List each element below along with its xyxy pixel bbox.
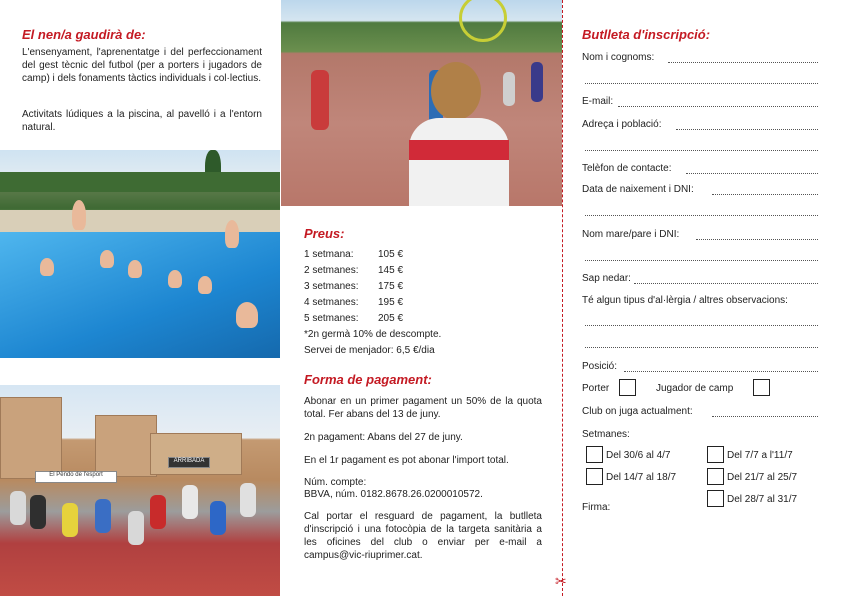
parent-field[interactable] — [696, 239, 818, 240]
lunch-service-note: Servei de menjador: 6,5 €/dia — [304, 345, 435, 356]
email-field[interactable] — [618, 106, 818, 107]
email-label: E-mail: — [582, 96, 614, 107]
address-field-line-2[interactable] — [585, 150, 818, 151]
goalkeeper-checkbox[interactable] — [619, 379, 636, 396]
week-3-checkbox[interactable] — [586, 468, 603, 485]
section-heading-enjoy: El nen/a gaudirà de: — [22, 27, 146, 42]
club-field[interactable] — [712, 416, 818, 417]
week-1-label: Del 30/6 al 4/7 — [606, 450, 671, 461]
enjoy-paragraph-2: Activitats lúdiques a la piscina, al pavelló i a l'entorn natural. — [22, 109, 262, 133]
allergy-label: Té algun tipus d'al·lèrgia / altres observacions: — [582, 295, 788, 306]
birth-field-line-2[interactable] — [585, 215, 818, 216]
price-value: 175 € — [378, 281, 404, 292]
name-field-line-2[interactable] — [585, 83, 818, 84]
address-field[interactable] — [676, 129, 818, 130]
price-value: 105 € — [378, 249, 404, 260]
enjoy-paragraph-1: L'ensenyament, l'aprenentatge i del perfeccionament del gest tècnic del futbol (per a porters i jugadors de camp) i dels fonaments tàctics individuals i col·lectius. — [22, 47, 262, 84]
signature-label: Firma: — [582, 502, 611, 513]
goalkeeper-label: Porter — [582, 383, 610, 394]
week-4-label: Del 21/7 al 25/7 — [727, 472, 798, 483]
phone-label: Telèfon de contacte: — [582, 163, 672, 174]
price-label: 2 setmanes: — [304, 265, 359, 276]
week-2-label: Del 7/7 a l'11/7 — [727, 450, 793, 461]
allergy-field-line-1[interactable] — [585, 325, 818, 326]
price-label: 4 setmanes: — [304, 297, 359, 308]
parent-field-line-2[interactable] — [585, 260, 818, 261]
phone-field[interactable] — [686, 173, 818, 174]
arrival-banner: ARRIBADA — [168, 457, 210, 468]
fieldplayer-label: Jugador de camp — [656, 383, 734, 394]
pool-photo — [0, 150, 280, 358]
weeks-label: Setmanes: — [582, 429, 630, 440]
week-1-checkbox[interactable] — [586, 446, 603, 463]
name-label: Nom i cognoms: — [582, 52, 655, 63]
birth-label: Data de naixement i DNI: — [582, 184, 694, 195]
price-value: 205 € — [378, 313, 404, 324]
cut-line — [562, 0, 563, 596]
club-label: Club on juga actualment: — [582, 406, 693, 417]
account-label: Núm. compte: — [304, 477, 367, 488]
allergy-field-line-2[interactable] — [585, 347, 818, 348]
fieldplayer-checkbox[interactable] — [753, 379, 770, 396]
week-4-checkbox[interactable] — [707, 468, 724, 485]
sibling-discount-note: *2n germà 10% de descompte. — [304, 329, 442, 340]
payment-paragraph-5: Cal portar el resguard de pagament, la butlleta d'inscripció i una fotocòpia de la targeta sanitària a les oficines del club o enviar per e-mail a campus@vic-riuprimer.cat. — [304, 511, 542, 561]
payment-paragraph-2: 2n pagament: Abans del 27 de juny. — [304, 432, 463, 443]
price-label: 1 setmana: — [304, 249, 354, 260]
event-banner: El Pèndo de l'esport — [35, 471, 117, 483]
scissors-icon: ✂ — [555, 573, 567, 589]
section-heading-form: Butlleta d'inscripció: — [582, 27, 711, 42]
price-value: 145 € — [378, 265, 404, 276]
week-2-checkbox[interactable] — [707, 446, 724, 463]
name-field[interactable] — [668, 62, 818, 63]
court-photo — [281, 0, 562, 206]
address-label: Adreça i població: — [582, 119, 662, 130]
position-label: Posició: — [582, 361, 618, 372]
price-label: 3 setmanes: — [304, 281, 359, 292]
swim-label: Sap nedar: — [582, 273, 631, 284]
position-field[interactable] — [624, 371, 818, 372]
price-label: 5 setmanes: — [304, 313, 359, 324]
parent-label: Nom mare/pare i DNI: — [582, 229, 680, 240]
week-3-label: Del 14/7 al 18/7 — [606, 472, 677, 483]
payment-paragraph-1: Abonar en un primer pagament un 50% de la quota total. Fer abans del 13 de juny. — [304, 396, 542, 420]
account-number: BBVA, núm. 0182.8678.26.0200010572. — [304, 489, 483, 500]
swim-field[interactable] — [634, 283, 818, 284]
section-heading-prices: Preus: — [304, 226, 345, 241]
street-photo — [0, 385, 280, 596]
payment-paragraph-3: En el 1r pagament es pot abonar l'import total. — [304, 455, 509, 466]
week-5-label: Del 28/7 al 31/7 — [727, 494, 798, 505]
birth-field[interactable] — [712, 194, 818, 195]
section-heading-payment: Forma de pagament: — [304, 372, 432, 387]
price-value: 195 € — [378, 297, 404, 308]
